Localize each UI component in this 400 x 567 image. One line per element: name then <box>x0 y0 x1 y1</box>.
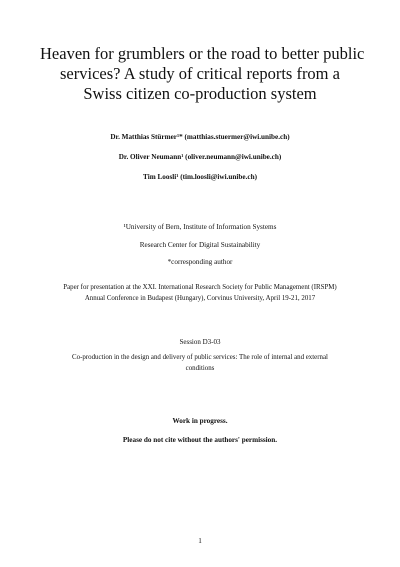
title-line: Heaven for grumblers or the road to better public <box>40 44 365 63</box>
work-in-progress-line: Please do not cite without the authors' permission. <box>122 436 278 444</box>
title-line: Swiss citizen co-production system <box>83 84 317 103</box>
presentation-note-line: Paper for presentation at the XXI. International Research Society for Public Management (IRSPM) <box>63 284 337 291</box>
author-list <box>40 127 360 187</box>
affiliation-entry: Research Center for Digital Sustainability <box>139 240 261 249</box>
affiliation-entry: *corresponding author <box>167 258 233 266</box>
session-topic-line: conditions <box>185 364 215 372</box>
session-label: Session D3-03 <box>179 338 221 346</box>
affiliation-entry: ¹University of Bern, Institute of Information Systems <box>123 223 277 231</box>
author-entry: Dr. Matthias Stürmer¹* (matthias.stuermer@iwi.unibe.ch) <box>110 133 290 141</box>
paper-title <box>40 44 365 104</box>
affiliation-list <box>40 219 360 272</box>
work-in-progress-line: Work in progress. <box>172 417 228 425</box>
author-entry: Dr. Oliver Neumann¹ (oliver.neumann@iwi.unibe.ch) <box>118 153 282 161</box>
session-topic-line: Co-production in the design and delivery of public services: The role of internal and external <box>72 354 328 361</box>
session-topic <box>20 353 380 374</box>
presentation-note-line: Annual Conference in Budapest (Hungary), Corvinus University, April 19-21, 2017 <box>84 294 316 302</box>
title-line: services? A study of critical reports from a <box>60 64 340 83</box>
work-in-progress-notice <box>40 412 360 450</box>
page-number: 1 <box>198 537 202 545</box>
author-entry: Tim Loosli¹ (tim.loosli@iwi.unibe.ch) <box>143 173 257 181</box>
presentation-note <box>20 283 380 304</box>
